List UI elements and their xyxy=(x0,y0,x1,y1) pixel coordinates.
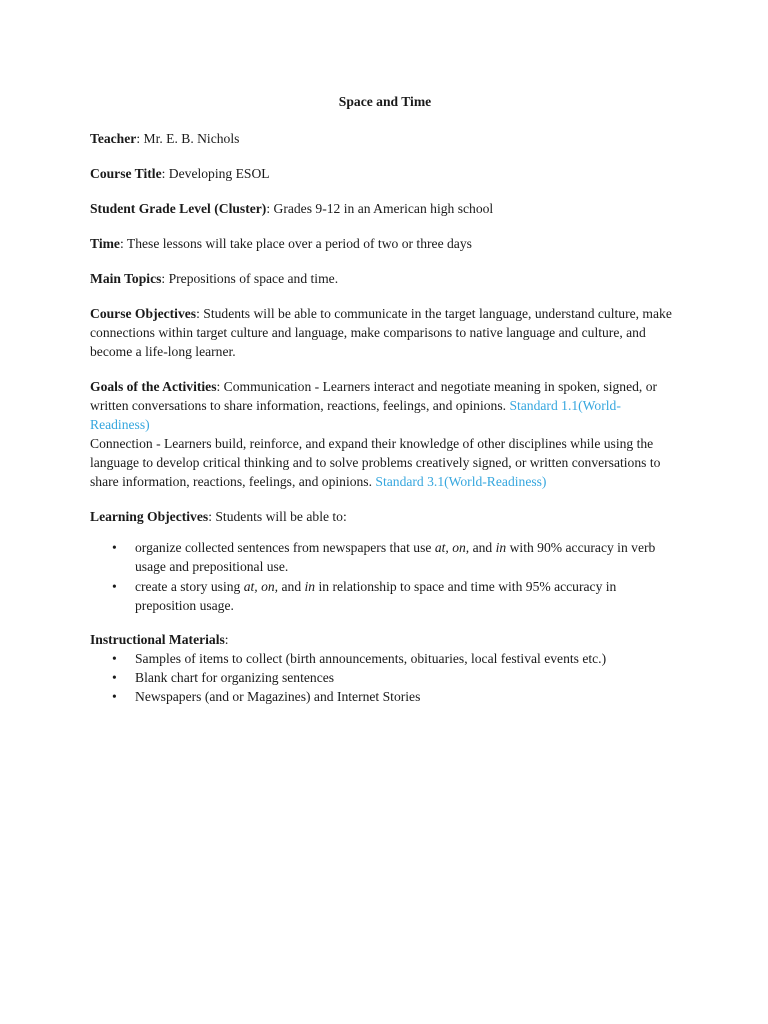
course-objectives-paragraph xyxy=(90,304,680,361)
instructional-materials-label: Instructional Materials xyxy=(90,632,225,647)
bullet-icon: • xyxy=(112,579,117,594)
grade-level-line xyxy=(90,199,680,218)
preposition-italic: at, on, xyxy=(434,540,470,555)
goals-connection-text: Connection - Learners build, reinforce, and expand their knowledge of other disciplines while using the language to develop critical thinking and to solve problems creatively signed, or written conversations to share information, reactions, feelings, and opinions. xyxy=(90,436,661,489)
goals-connection-paragraph xyxy=(90,434,680,491)
goals-communication-text: : Communication - Learners interact and negotiate meaning in spoken, signed, or written conversations to share information, reactions, feelings, and opinions. xyxy=(90,379,658,413)
objective-text: create a story using xyxy=(135,579,244,594)
list-item xyxy=(90,538,680,576)
course-title-value: : Developing ESOL xyxy=(161,166,270,181)
learning-objectives-label: Learning Objectives xyxy=(90,509,209,524)
grade-level-label: Student Grade Level (Cluster) xyxy=(90,201,267,216)
main-topics-value: : Prepositions of space and time. xyxy=(161,271,339,286)
material-text: Samples of items to collect (birth announcements, obituaries, local festival events etc.) xyxy=(135,651,607,666)
learning-objectives-line xyxy=(90,507,680,526)
learning-objectives-list xyxy=(90,538,680,615)
goals-label: Goals of the Activities xyxy=(90,379,217,394)
main-topics-label: Main Topics xyxy=(90,271,162,286)
goals-communication-paragraph xyxy=(90,377,680,434)
instructional-materials-line xyxy=(90,630,680,649)
list-item xyxy=(90,668,680,687)
grade-level-value: : Grades 9-12 in an American high school xyxy=(266,201,494,216)
list-item xyxy=(90,577,680,615)
standard-3-link[interactable]: Standard 3.1(World-Readiness) xyxy=(375,474,547,489)
time-value: : These lessons will take place over a period of two or three days xyxy=(119,236,472,251)
bullet-icon: • xyxy=(112,689,117,704)
time-label: Time xyxy=(90,236,120,251)
main-topics-line xyxy=(90,269,680,288)
teacher-label: Teacher xyxy=(90,131,137,146)
document-title: Space and Time xyxy=(338,94,432,109)
learning-objectives-value: : Students will be able to: xyxy=(208,509,347,524)
course-objectives-value: : Students will be able to communicate in the target language, understand culture, make connections within target culture and language, make comparisons to native language and culture, and become a life-long learner. xyxy=(90,306,672,359)
objective-text: in relationship to space and time with 95% accuracy in preposition usage. xyxy=(135,579,617,613)
teacher-value: : Mr. E. B. Nichols xyxy=(136,131,240,146)
time-line xyxy=(90,234,680,253)
document-page xyxy=(90,92,680,706)
bullet-icon: • xyxy=(112,651,117,666)
instructional-materials-colon: : xyxy=(224,632,229,647)
objective-text: with 90% accuracy in verb usage and prepositional use. xyxy=(135,540,656,574)
course-title-line xyxy=(90,164,680,183)
teacher-line xyxy=(90,129,680,148)
objective-text: and xyxy=(469,540,496,555)
standard-1-link[interactable]: Standard 1.1(World-Readiness) xyxy=(90,398,621,432)
course-objectives-label: Course Objectives xyxy=(90,306,197,321)
objective-text: organize collected sentences from newspapers that use xyxy=(135,540,435,555)
objective-text: and xyxy=(278,579,305,594)
preposition-italic: at, on, xyxy=(243,579,279,594)
material-text: Blank chart for organizing sentences xyxy=(135,670,335,685)
preposition-italic: in xyxy=(304,579,316,594)
list-item xyxy=(90,649,680,668)
bullet-icon: • xyxy=(112,540,117,555)
list-item xyxy=(90,687,680,706)
bullet-icon: • xyxy=(112,670,117,685)
instructional-materials-list xyxy=(90,649,680,706)
course-title-label: Course Title xyxy=(90,166,162,181)
preposition-italic: in xyxy=(495,540,507,555)
material-text: Newspapers (and or Magazines) and Internet Stories xyxy=(135,689,421,704)
